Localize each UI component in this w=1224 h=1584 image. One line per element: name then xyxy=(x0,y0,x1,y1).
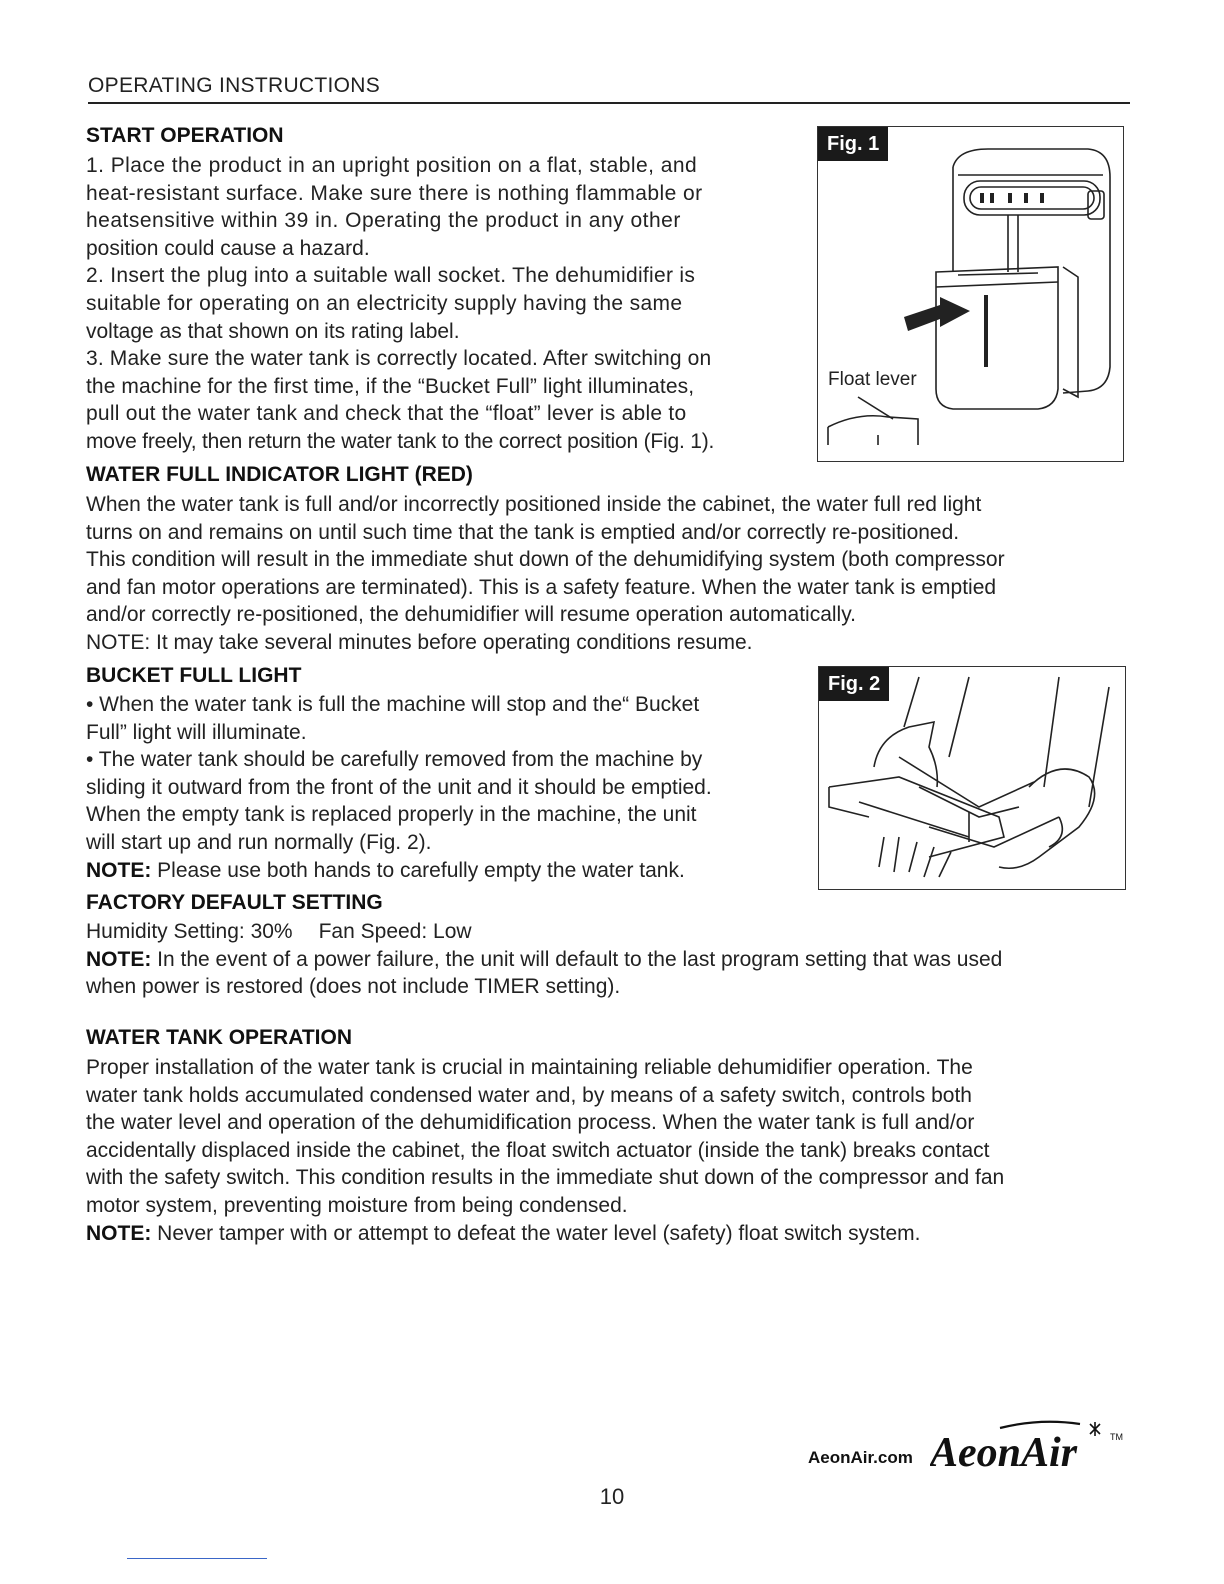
factory-default-heading: FACTORY DEFAULT SETTING xyxy=(86,891,383,914)
figure-2-label: Fig. 2 xyxy=(819,667,889,701)
text-line: water tank holds accumulated condensed water and, by means of a safety switch, controls both xyxy=(86,1083,972,1107)
float-lever-callout: Float lever xyxy=(828,369,917,390)
water-tank-text xyxy=(86,1054,1136,1247)
text-line: will start up and run normally (Fig. 2). xyxy=(86,830,432,854)
text-line: voltage as that shown on its rating label. xyxy=(86,319,460,343)
bucket-full-text xyxy=(86,691,798,884)
bucket-full-heading: BUCKET FULL LIGHT xyxy=(86,664,302,687)
text-line: 2. Insert the plug into a suitable wall socket. The dehumidifier is xyxy=(86,264,696,288)
water-full-heading: WATER FULL INDICATOR LIGHT (RED) xyxy=(86,463,473,486)
text-line: NOTE: It may take several minutes before operating conditions resume. xyxy=(86,630,753,654)
text-line: motor system, preventing moisture from being condensed. xyxy=(86,1193,628,1217)
start-operation-text xyxy=(86,152,798,456)
figure-1 xyxy=(817,126,1124,462)
note-label: NOTE: xyxy=(86,1221,152,1245)
text-line: 3. Make sure the water tank is correctly located. After switching on xyxy=(86,347,712,371)
figure-1-label: Fig. 1 xyxy=(818,127,888,161)
text-line: accidentally displaced inside the cabinet, the float switch actuator (inside the tank) breaks contact xyxy=(86,1138,990,1162)
text-line: 1. Place the product in an upright position on a flat, stable, and xyxy=(86,154,698,177)
trademark-mark: TM xyxy=(1110,1432,1123,1442)
text-line: Proper installation of the water tank is crucial in maintaining reliable dehumidifier operation. The xyxy=(86,1056,973,1079)
text-line: This condition will result in the immediate shut down of the dehumidifying system (both compressor xyxy=(86,548,1005,572)
text-line: pull out the water tank and check that the “float” lever is able to xyxy=(86,402,687,426)
text-line: and fan motor operations are terminated). This is a safety feature. When the water tank is emptied xyxy=(86,575,997,599)
bottom-rule xyxy=(127,1558,267,1559)
snowflake-icon xyxy=(1090,1422,1100,1436)
factory-default-text xyxy=(86,918,1136,1001)
note-label: NOTE: xyxy=(86,858,152,882)
text-line: move freely, then return the water tank to the correct position (Fig. 1). xyxy=(86,429,715,453)
dehumidifier-illustration xyxy=(818,127,1123,461)
note-label: NOTE: xyxy=(86,947,152,971)
note-line xyxy=(86,857,798,885)
note-text: In the event of a power failure, the unit will default to the last program setting that was used xyxy=(151,947,1003,971)
start-operation-heading: START OPERATION xyxy=(86,124,284,147)
water-tank-heading: WATER TANK OPERATION xyxy=(86,1026,352,1049)
fan-speed-setting: Fan Speed: Low xyxy=(318,920,472,943)
humidity-setting: Humidity Setting: 30% xyxy=(86,920,293,943)
header-title: OPERATING INSTRUCTIONS xyxy=(88,74,381,97)
text-line: heatsensitive within 39 in. Operating the product in any other xyxy=(86,209,681,233)
text-line: with the safety switch. This condition results in the immediate shut down of the compressor and fan xyxy=(86,1166,1005,1190)
figure-2 xyxy=(818,666,1126,890)
text-line: the water level and operation of the dehumidification process. When the water tank is full and/or xyxy=(86,1111,975,1135)
aeonair-logo xyxy=(930,1410,1130,1470)
footer-url: AeonAir.com xyxy=(808,1448,913,1467)
text-line: turns on and remains on until such time that the tank is emptied and/or correctly re-positioned. xyxy=(86,520,960,544)
text-line: When the water tank is full and/or incorrectly positioned inside the cabinet, the water full red light xyxy=(86,493,982,516)
default-settings-line xyxy=(86,918,1136,946)
logo-text: AeonAir xyxy=(930,1430,1078,1470)
page-number: 10 xyxy=(599,1484,625,1509)
note-text: Please use both hands to carefully empty the water tank. xyxy=(151,858,685,882)
text-line: suitable for operating on an electricity supply having the same xyxy=(86,291,683,315)
text-line: sliding it outward from the front of the unit and it should be emptied. xyxy=(86,775,712,799)
text-line: the machine for the first time, if the “Bucket Full” light illuminates, xyxy=(86,374,695,398)
note-line xyxy=(86,946,1136,974)
text-line: • When the water tank is full the machine will stop and the“ Bucket xyxy=(86,693,700,716)
text-line: heat-resistant surface. Make sure there is nothing flammable or xyxy=(86,181,703,205)
text-line: when power is restored (does not include TIMER setting). xyxy=(86,975,621,999)
note-line xyxy=(86,1220,1136,1248)
text-line: • The water tank should be carefully removed from the machine by xyxy=(86,748,703,772)
text-line: Full” light will illuminate. xyxy=(86,720,307,744)
text-line: position could cause a hazard. xyxy=(86,236,370,260)
note-text: Never tamper with or attempt to defeat the water level (safety) float switch system. xyxy=(151,1221,921,1245)
text-line: When the empty tank is replaced properly in the machine, the unit xyxy=(86,803,697,827)
page-header xyxy=(88,74,1130,104)
water-full-text xyxy=(86,491,1136,657)
text-line: and/or correctly re-positioned, the dehumidifier will resume operation automatically. xyxy=(86,603,856,627)
